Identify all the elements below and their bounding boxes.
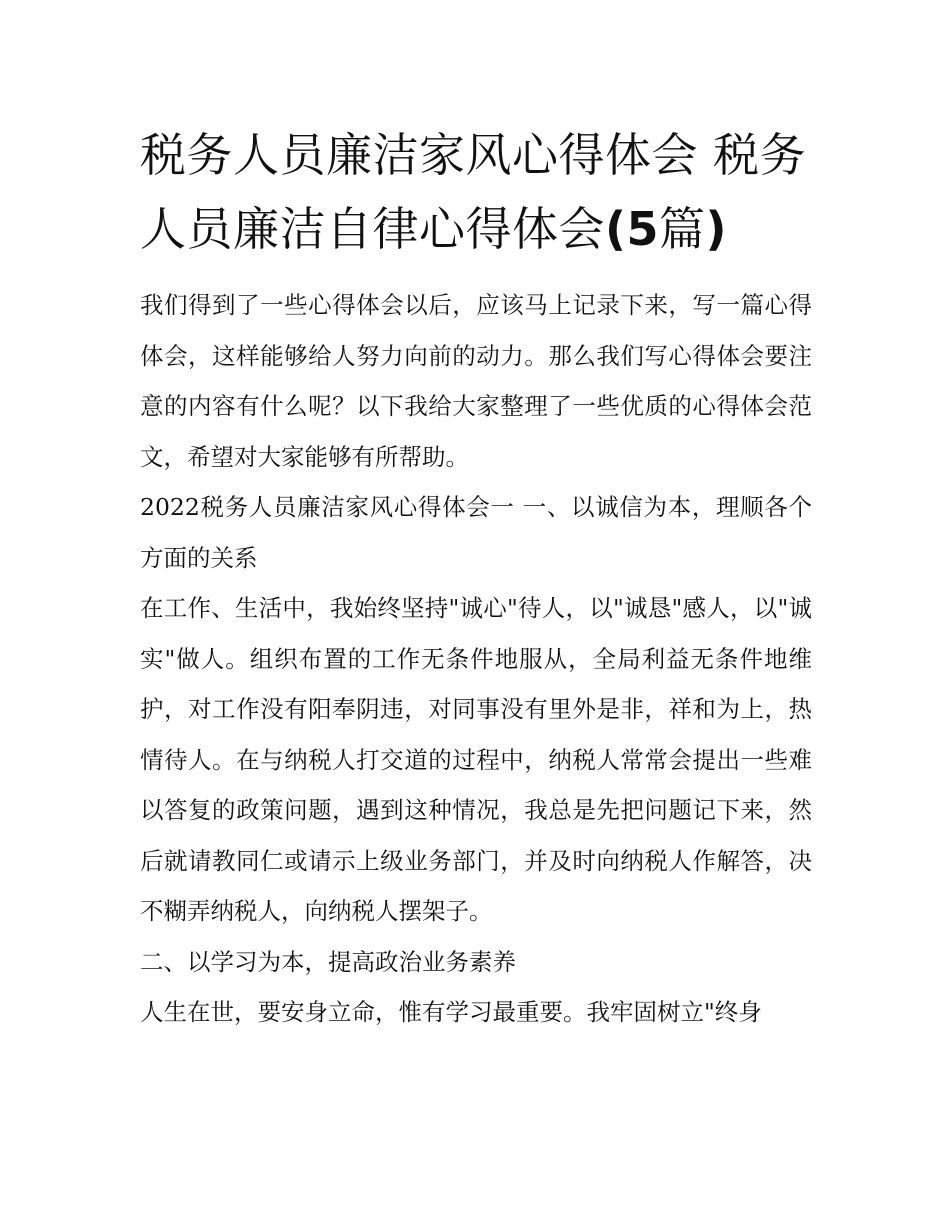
document-page	[140, 118, 812, 1038]
paragraph-heading-1: 2022税务人员廉洁家风心得体会一 一、以诚信为本，理顺各个方面的关系	[140, 493, 812, 572]
paragraph-intro: 我们得到了一些心得体会以后，应该马上记录下来，写一篇心得体会，这样能够给人努力向前的动力。那么我们写心得体会要注意的内容有什么呢？以下我给大家整理了一些优质的心得体会范文，希望对大家能够有所帮助。	[140, 291, 812, 471]
paragraph-heading-2: 二、以学习为本，提高政治业务素养	[140, 947, 516, 976]
document-title: 税务人员廉洁家风心得体会 税务人员廉洁自律心得体会(5篇)	[140, 128, 807, 256]
paragraph-body-1: 在工作、生活中，我始终坚持"诚心"待人，以"诚恳"感人，以"诚实"做人。组织布置的工作无条件地服从，全局利益无条件地维护，对工作没有阳奉阴违，对同事没有里外是非，祥和为上，热情待人。在与纳税人打交道的过程中，纳税人常常会提出一些难以答复的政策问题，遇到这种情况，我总是先把问题记下来，然后就请教同仁或请示上级业务部门，并及时向纳税人作解答，决不糊弄纳税人，向纳税人摆架子。	[140, 594, 812, 925]
paragraph-body-2: 人生在世，要安身立命，惟有学习最重要。我牢固树立"终身	[140, 998, 762, 1026]
